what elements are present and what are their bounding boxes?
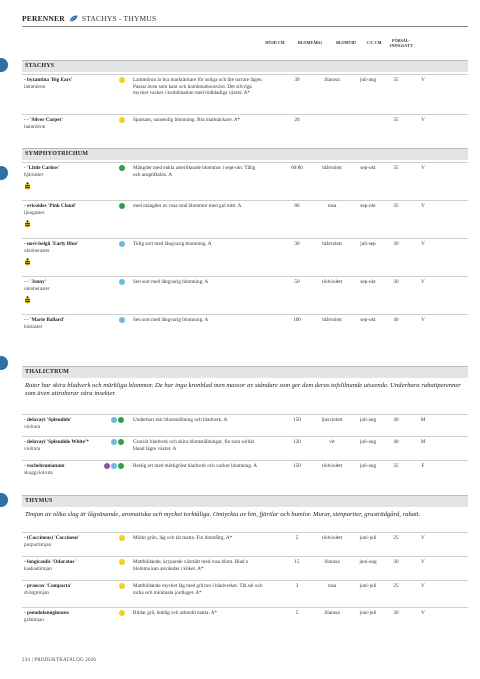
plant-height: 15 [294, 559, 300, 565]
plant-common-name: violruta [24, 424, 41, 430]
table-row [22, 414, 468, 436]
plant-description: Tidig sort med långvarig blomning. A [133, 241, 212, 247]
section-thymus [22, 495, 468, 645]
plant-description: Underbart skir blomställning och bladverk. A [133, 417, 228, 423]
bee-icon [24, 220, 31, 228]
page-number: 234 [22, 658, 31, 663]
plant-spacing: 40 [393, 417, 399, 423]
plant-spacing: 35 [393, 203, 399, 209]
column-height: HÖJD CM [265, 40, 285, 45]
plant-description: Bildar grå, luddig och utbredd matta. A* [133, 610, 218, 616]
plant-spacing: 30 [393, 559, 399, 565]
table-row [22, 200, 468, 238]
plant-sales-window: V [421, 165, 425, 171]
plant-height: 5 [295, 535, 299, 541]
plant-common-name: hjärtaster [24, 172, 44, 178]
plant-description: Sen sort med långvarig blomning. A [133, 279, 209, 285]
plant-sales-window: V [421, 279, 425, 285]
plant-flowering: sep-okt [360, 165, 376, 171]
half-shade-icon [119, 165, 125, 171]
shade-icon [119, 279, 125, 285]
light-icons [119, 559, 125, 565]
half-shade-icon [118, 417, 124, 423]
plant-height: 50 [294, 279, 300, 285]
plant-description: Mängder med enkla asterliknade blommor i sept-okt. Tålig och anspråkslös. A [133, 165, 256, 178]
table-row [22, 276, 468, 314]
plant-spacing: 30 [393, 241, 399, 247]
plant-name: - ericoides 'Pink Cloud' [24, 203, 77, 209]
column-flowering: BLOMTID [336, 40, 356, 45]
plant-common-name: dvärgtimjan [24, 590, 49, 596]
plant-description: Lammöron är bra marktäckare för soliga och lite torrare lägen. Passar även som kant och kombinationsväxt. Det silvriga mycket vacker i kombination med rödbladiga växter. A* [133, 77, 263, 97]
section-title: STACHYS [22, 60, 468, 72]
plant-name: - (Coccineus) 'Coccineus' [24, 535, 80, 541]
plant-height: 20 [294, 117, 300, 123]
plant-sales-window: V [421, 77, 425, 83]
column-flower-color: BLOMFÄRG [297, 40, 323, 45]
plant-height: 30 [294, 241, 300, 247]
plant-sales-window: V [421, 559, 425, 565]
header-divider [22, 26, 468, 27]
sun-icon [119, 559, 125, 565]
plant-sales-window: V [421, 203, 425, 209]
table-row [22, 580, 468, 607]
light-icons [119, 610, 125, 616]
plant-common-name: lammöron [24, 124, 46, 130]
plant-flower-color: rödviolett [321, 463, 343, 469]
column-spacing: C/C CM [366, 40, 382, 45]
plant-description: med mängder av rosa små blommor med gul mitt. A [133, 203, 242, 209]
plant-height: 60/80 [291, 165, 303, 171]
plant-sales-window: V [421, 610, 425, 616]
plant-name: - 'Little Carlow' [24, 165, 60, 171]
table-row [22, 607, 468, 633]
section-intro: Timjan av olika slag är lågväxande, aromatiska och mycket torktåliga. Omtyckta av bin, fjärilar och humlor. Murar, stenpartier, grusträdgård, rabatt. [25, 511, 421, 518]
plant-spacing: 40 [393, 317, 399, 323]
section-marker-dot [0, 58, 8, 72]
plant-description: Sen sort med långvarig blomning. A [133, 317, 209, 323]
plant-spacing: 40 [393, 439, 399, 445]
plant-name: - - 'Silver Carpet' [24, 117, 63, 123]
table-row [22, 460, 468, 484]
plant-name: - rochebrunianum [24, 463, 65, 469]
plant-spacing: 30 [393, 610, 399, 616]
plant-height: 100 [293, 317, 301, 323]
plant-common-name: lammöron [24, 84, 46, 90]
plant-description: Graciöt bladverk och skira blomställningar, fin som solitär bland lägre växter. A [133, 439, 255, 452]
plant-sales-window: F [421, 463, 425, 469]
plant-common-name: oktoberaster [24, 248, 50, 254]
plant-description: Mattbildande mycket låg med grå ton i bladverket. Tål sol och torka och minimala jordlager. A* [133, 583, 263, 596]
sun-icon [119, 610, 125, 616]
section-thalictrum [22, 366, 468, 486]
catalog-name: PRODUKTKATALOG 2026 [34, 658, 97, 663]
column-sales-window [385, 38, 417, 52]
shade-icon [119, 241, 125, 247]
plant-flowering: juni-juli [359, 535, 377, 541]
column-sales-window-line1: FÖRSÄL- [392, 38, 410, 43]
plant-flowering: juni-juli [359, 610, 377, 616]
plant-flower-color: blåviolett [322, 165, 342, 171]
section-marker-dot [0, 166, 8, 180]
plant-description: Sparsam, oansenlig blomning. Bra marktäckare. A* [133, 117, 241, 123]
page-footer [22, 658, 96, 663]
plant-common-name: skuggviolruta [24, 470, 53, 476]
shade-icon [111, 463, 117, 469]
plant-name: - praecox 'Compacta' [24, 583, 72, 589]
header-subtitle: STACHYS - THYMUS [81, 13, 157, 23]
plant-common-name: kaskadtimjan [24, 566, 52, 572]
plant-flowering: sep-okt [360, 279, 376, 285]
plant-spacing: 35 [393, 463, 399, 469]
light-icons [119, 203, 125, 209]
sun-icon [119, 583, 125, 589]
plant-flower-color: rosa [327, 203, 337, 209]
bee-icon [24, 182, 31, 190]
plant-spacing: 30 [393, 279, 399, 285]
table-row [22, 238, 468, 276]
section-intro: Rutor har skira bladverk och märkliga blommor. De har inga kronblad men massor av ståndare som ger dem deras tofslilnande utseende. Underbara rabattperenner som även attraherar våra insekter. [25, 382, 461, 398]
plant-flower-color: rödviolett [321, 279, 343, 285]
column-sales-window-line2: JNINGSATT [389, 43, 413, 48]
plant-name: - byzantina 'Big Ears' [24, 77, 73, 83]
plant-flower-color: ljusviolett [321, 417, 343, 423]
plant-common-name: violruta [24, 446, 41, 452]
header-category: PERENNER [22, 13, 65, 23]
plant-height: 150 [293, 463, 301, 469]
plant-sales-window: V [421, 535, 425, 541]
section-stachys [22, 60, 468, 160]
footer-separator: | [31, 658, 35, 663]
plant-common-name: oktoberaster [24, 286, 50, 292]
plant-name: - pseudolanuginosus [24, 610, 69, 616]
plant-spacing: 35 [393, 165, 399, 171]
plant-flowering: juli-aug [359, 417, 377, 423]
half-shade-icon [118, 463, 124, 469]
plant-name: - - 'Marie Ballard' [24, 317, 65, 323]
plant-flowering: juni-aug [359, 559, 377, 565]
plant-height: 150 [293, 417, 301, 423]
light-icons [119, 165, 125, 171]
plant-name: - longicaulis 'Odoratus' [24, 559, 76, 565]
plant-description: Mörkt grön, låg och tät matta. Fin blomfärg. A* [133, 535, 233, 541]
plant-height: 30 [294, 77, 300, 83]
sun-icon [119, 117, 125, 123]
leaf-icon [69, 15, 78, 22]
plant-name: - novi-belgii 'Early Blue' [24, 241, 79, 247]
light-icons [119, 535, 125, 541]
plant-flowering: sep-okt [360, 203, 376, 209]
plant-spacing: 35 [393, 117, 399, 123]
plant-common-name: purpurtimjan [24, 542, 52, 548]
section-title: THYMUS [22, 495, 468, 507]
plant-flower-color: blåviolett [322, 241, 342, 247]
sun-icon [119, 535, 125, 541]
light-icons [111, 439, 124, 445]
light-icons [119, 241, 125, 247]
section-marker-dot [0, 493, 8, 507]
page-header [22, 11, 462, 25]
plant-spacing: 25 [393, 583, 399, 589]
table-row [22, 114, 468, 144]
shade-icon [111, 417, 117, 423]
plant-height: 120 [293, 439, 301, 445]
plant-sales-window: M [420, 439, 426, 445]
light-icons [119, 117, 125, 123]
plant-height: 80 [294, 203, 300, 209]
plant-flowering: juli-aug [359, 463, 377, 469]
full-shade-icon [104, 463, 110, 469]
plant-height: 3 [295, 583, 299, 589]
plant-sales-window: V [421, 317, 425, 323]
light-icons [119, 279, 125, 285]
table-row [22, 556, 468, 580]
light-icons [104, 463, 124, 469]
plant-description: Reslig art med mörkgrönt bladverk och vacker blomning. A [133, 463, 258, 469]
plant-sales-window: V [421, 241, 425, 247]
plant-common-name: gråtimjan [24, 617, 44, 623]
table-row [22, 532, 468, 556]
table-row [22, 314, 468, 344]
section-title: SYMPHYOTRICHUM [22, 148, 468, 160]
plant-flowering: juli-aug [359, 77, 377, 83]
plant-flowering: sep-okt [360, 317, 376, 323]
plant-sales-window: V [421, 117, 425, 123]
sun-icon [119, 77, 125, 83]
light-icons [111, 417, 124, 423]
table-row [22, 436, 468, 460]
plant-spacing: 25 [393, 535, 399, 541]
light-icons [119, 583, 125, 589]
plant-name: - delavayi 'Splendide' [24, 417, 72, 423]
light-icons [119, 317, 125, 323]
plant-spacing: 35 [393, 77, 399, 83]
plant-flower-color: vit [329, 439, 335, 445]
plant-flower-color: lilarosa [324, 559, 340, 565]
plant-sales-window: M [420, 417, 426, 423]
plant-flower-color: rosa [327, 583, 337, 589]
section-title: THALICTRUM [22, 366, 468, 378]
shade-icon [119, 317, 125, 323]
plant-flower-color: lilarosa [324, 77, 340, 83]
table-row [22, 74, 468, 114]
plant-common-name: ljungaster [24, 210, 45, 216]
plant-flower-color: lilarosa [324, 610, 340, 616]
plant-sales-window: V [421, 583, 425, 589]
plant-flower-color: blåviolett [322, 317, 342, 323]
table-row [22, 162, 468, 200]
half-shade-icon [119, 203, 125, 209]
plant-description: Mattbildande, krypande växtsätt med rosa blom. Blad o blomma kan användas i köket. A* [133, 559, 249, 572]
section-marker-dot [0, 356, 8, 370]
shade-icon [111, 439, 117, 445]
plant-name: - delavayi 'Splendide White'* [24, 439, 89, 445]
plant-height: 5 [295, 610, 299, 616]
bee-icon [24, 296, 31, 304]
plant-flowering: juni-juli [359, 583, 377, 589]
plant-flowering: juli-aug [359, 439, 377, 445]
half-shade-icon [118, 439, 124, 445]
bee-icon [24, 258, 31, 266]
section-symphyotrichum [22, 148, 468, 358]
plant-flower-color: rödviolett [321, 535, 343, 541]
plant-common-name: höstaster [24, 324, 43, 330]
light-icons [119, 77, 125, 83]
plant-flowering: juli-sep [360, 241, 376, 247]
plant-name: - - 'Jenny' [24, 279, 47, 285]
